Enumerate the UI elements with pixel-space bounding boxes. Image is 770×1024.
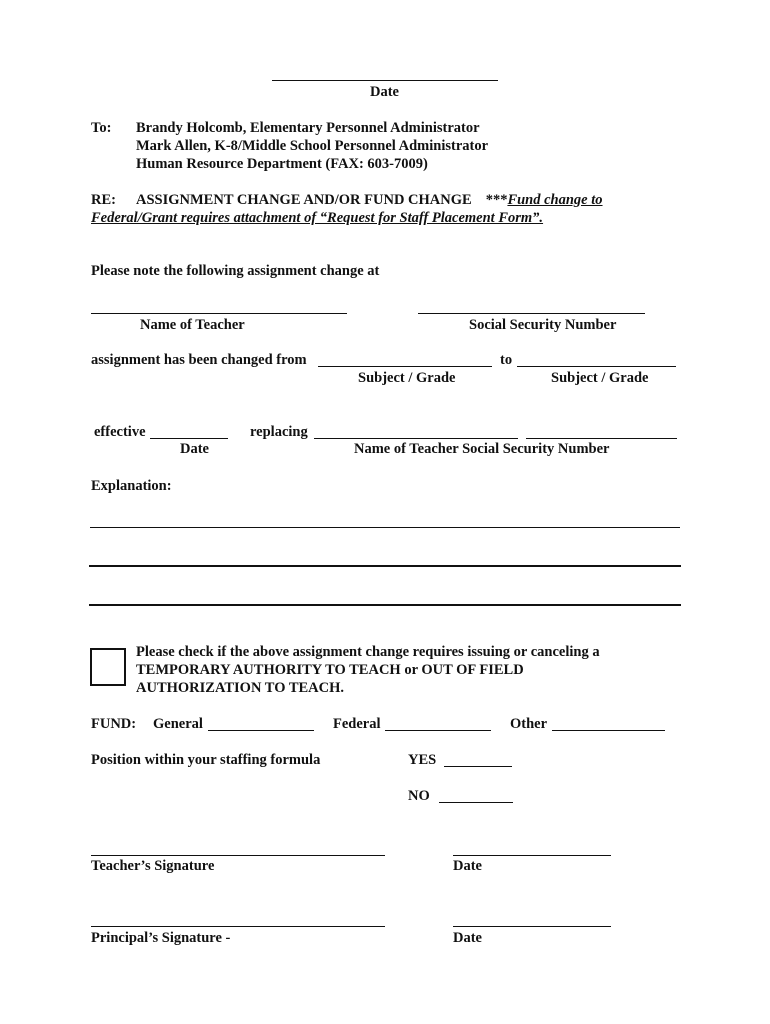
change-to-word: to <box>500 352 513 368</box>
principal-signature-label: Principal’s Signature - <box>91 930 231 946</box>
teacher-signature-label: Teacher’s Signature <box>91 858 215 874</box>
staffing-no-label: NO <box>408 788 430 804</box>
checkbox-text-3: AUTHORIZATION TO TEACH. <box>136 680 345 696</box>
teacher-signature-line[interactable] <box>91 855 385 856</box>
principal-signature-line[interactable] <box>91 926 385 927</box>
teacher-name-line[interactable] <box>91 313 347 314</box>
to-line-3: Human Resource Department (FAX: 603-7009) <box>136 156 428 172</box>
from-subject-grade-label: Subject / Grade <box>358 370 456 386</box>
date-label: Date <box>370 84 399 100</box>
replacing-name-line[interactable] <box>314 438 518 439</box>
fund-other-line[interactable] <box>552 730 665 731</box>
fund-general-label: General <box>153 716 203 732</box>
staffing-yes-line[interactable] <box>444 766 512 767</box>
effective-label: effective <box>94 424 146 440</box>
intro-text: Please note the following assignment change at <box>91 263 380 279</box>
effective-date-line[interactable] <box>150 438 228 439</box>
teacher-date-label: Date <box>453 858 482 874</box>
re-subject-text: ASSIGNMENT CHANGE AND/OR FUND CHANGE <box>136 192 472 208</box>
change-prefix: assignment has been changed from <box>91 352 307 368</box>
principal-date-label: Date <box>453 930 482 946</box>
checkbox-text-2: TEMPORARY AUTHORITY TO TEACH or OUT OF FIELD <box>136 662 524 678</box>
explanation-line-2[interactable] <box>89 565 681 567</box>
teacher-date-line[interactable] <box>453 855 611 856</box>
re-stars: *** <box>485 192 508 208</box>
fund-federal-label: Federal <box>333 716 381 732</box>
to-label: To: <box>91 120 112 136</box>
checkbox-text-1: Please check if the above assignment change requires issuing or canceling a <box>136 644 600 660</box>
staffing-yes-label: YES <box>408 752 437 768</box>
re-note-part2: Federal/Grant requires attachment of “Request for Staff Placement Form”. <box>91 210 544 226</box>
ssn-label: Social Security Number <box>469 317 617 333</box>
ssn-line[interactable] <box>418 313 645 314</box>
fund-general-line[interactable] <box>208 730 314 731</box>
to-line-1: Brandy Holcomb, Elementary Personnel Administrator <box>136 120 480 136</box>
effective-date-label: Date <box>180 441 209 457</box>
to-line-2: Mark Allen, K-8/Middle School Personnel Administrator <box>136 138 489 154</box>
date-line[interactable] <box>272 80 498 81</box>
teacher-name-label: Name of Teacher <box>140 317 245 333</box>
re-label: RE: <box>91 192 116 208</box>
explanation-line-1[interactable] <box>90 527 680 528</box>
re-subject <box>136 191 603 209</box>
replacing-label: replacing <box>250 424 308 440</box>
re-note-part1: Fund change to <box>507 192 603 208</box>
change-from-line[interactable] <box>318 366 492 367</box>
fund-label: FUND: <box>91 716 137 732</box>
authority-checkbox[interactable] <box>90 648 126 686</box>
explanation-line-3[interactable] <box>89 604 681 606</box>
replacing-ssn-line[interactable] <box>526 438 677 439</box>
change-to-line[interactable] <box>517 366 676 367</box>
explanation-label: Explanation: <box>91 478 172 494</box>
replacing-labels: Name of Teacher Social Security Number <box>354 441 610 457</box>
staffing-question: Position within your staffing formula <box>91 752 321 768</box>
fund-federal-line[interactable] <box>385 730 491 731</box>
fund-other-label: Other <box>510 716 548 732</box>
principal-date-line[interactable] <box>453 926 611 927</box>
staffing-no-line[interactable] <box>439 802 513 803</box>
to-subject-grade-label: Subject / Grade <box>551 370 649 386</box>
